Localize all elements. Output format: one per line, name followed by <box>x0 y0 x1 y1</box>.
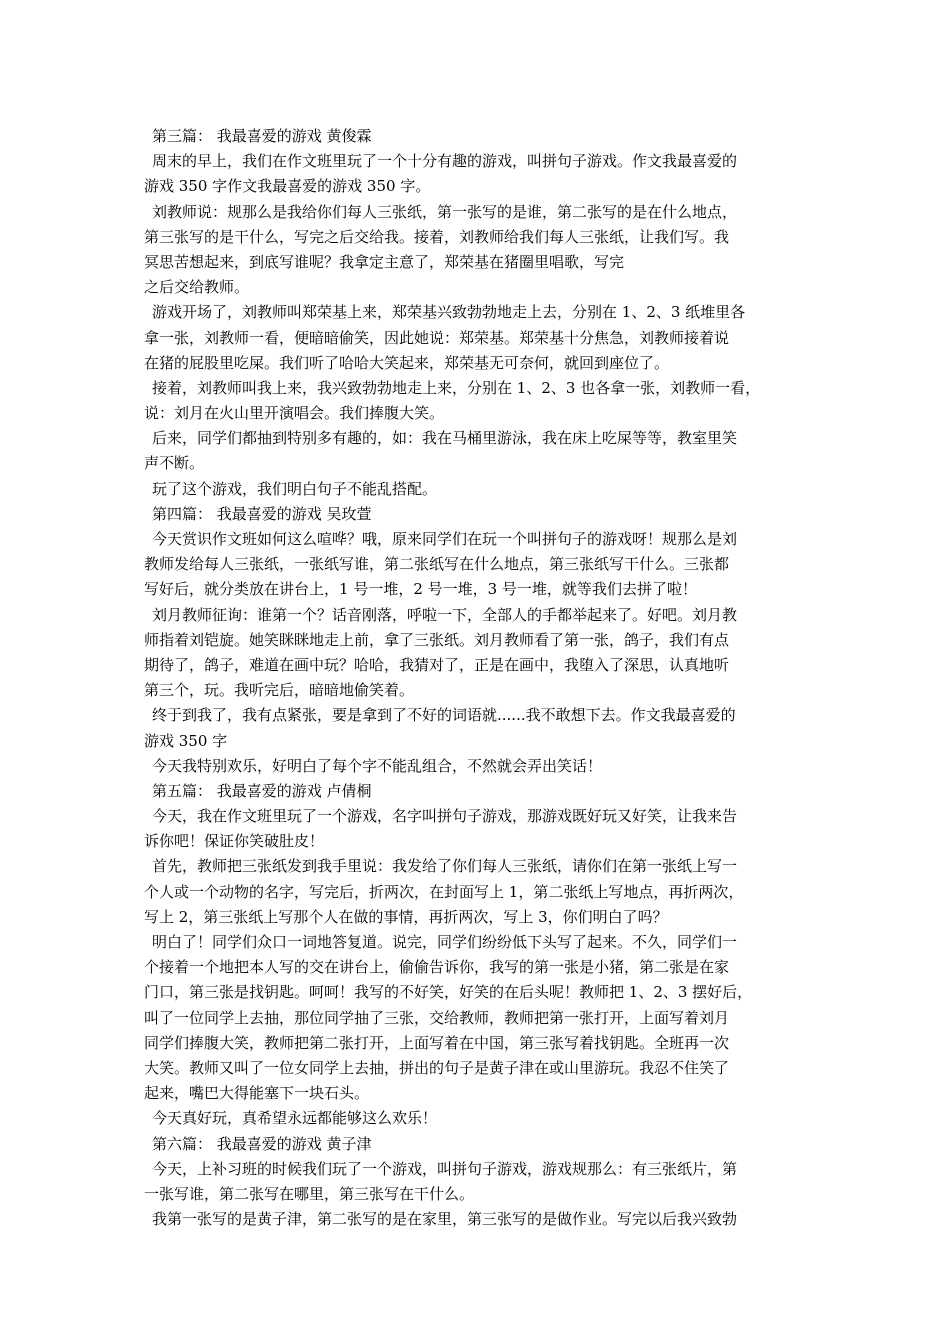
text-line: 个人或一个动物的名字，写完后，折两次，在封面写上 1，第二张纸上写地点，再折两次， <box>144 882 744 901</box>
text-line: 刘教师说：规那么是我给你们每人三张纸，第一张写的是谁，第二张写的是在什么地点， <box>152 202 738 221</box>
text-line: 个接着一个地把本人写的交在讲台上，偷偷告诉你，我写的第一张是小猪，第二张是在家 <box>144 958 730 977</box>
text-line: 说：刘月在火山里开演唱会。我们捧腹大笑。 <box>144 404 445 423</box>
text-line: 第三篇： 我最喜爱的游戏 黄俊霖 <box>152 127 372 145</box>
text-line: 声不断。 <box>144 454 205 473</box>
text-line: 终于到我了，我有点紧张，要是拿到了不好的词语就......我不敢想下去。作文我最喜爱的 <box>152 706 736 725</box>
text-line: 今天真好玩，真希望永远都能够这么欢乐！ <box>152 1109 438 1128</box>
text-line: 第四篇： 我最喜爱的游戏 吴玫萱 <box>152 504 372 523</box>
text-line: 诉你吧！保证你笑破肚皮！ <box>144 832 325 851</box>
text-line: 期待了，鸽子，难道在画中玩？哈哈，我猜对了，正是在画中，我堕入了深思，认真地听 <box>144 655 730 674</box>
text-line: 同学们捧腹大笑，教师把第二张打开，上面写着在中国，第三张写着找钥匙。全班再一次 <box>144 1033 730 1052</box>
text-line: 大笑。教师又叫了一位女同学上去抽，拼出的句子是黄子津在或山里游玩。我忍不住笑了 <box>144 1058 730 1077</box>
text-line: 周末的早上，我们在作文班里玩了一个十分有趣的游戏，叫拼句子游戏。作文我最喜爱的 <box>152 152 738 171</box>
text-line: 后来，同学们都抽到特别多有趣的，如：我在马桶里游泳，我在床上吃屎等等，教室里笑 <box>152 429 738 448</box>
text-line: 我第一张写的是黄子津，第二张写的是在家里，第三张写的是做作业。写完以后我兴致勃 <box>152 1210 738 1229</box>
text-line: 玩了这个游戏，我们明白句子不能乱搭配。 <box>152 479 438 498</box>
text-line: 教师发给每人三张纸，一张纸写谁，第二张纸写在什么地点，第三张纸写干什么。三张都 <box>144 555 730 574</box>
text-line: 冥思苦想起来，到底写谁呢？我拿定主意了，郑荣基在猪圈里唱歌，写完 <box>144 252 625 271</box>
text-line: 师指着刘铠旋。她笑眯眯地走上前，拿了三张纸。刘月教师看了第一张，鸽子，我们有点 <box>144 630 730 649</box>
text-line: 首先，教师把三张纸发到我手里说：我发给了你们每人三张纸，请你们在第一张纸上写一 <box>152 857 738 876</box>
text-line: 拿一张，刘教师一看，便暗暗偷笑，因此她说：郑荣基。郑荣基十分焦急，刘教师接着说 <box>144 328 730 347</box>
text-line: 第五篇： 我最喜爱的游戏 卢倩桐 <box>152 781 372 800</box>
text-line: 第三张写的是干什么，写完之后交给我。接着，刘教师给我们每人三张纸，让我们写。我 <box>144 227 730 246</box>
text-line: 刘月教师征询：谁第一个？话音刚落，呼啦一下，全部人的手都举起来了。好吧。刘月教 <box>152 605 738 624</box>
text-line: 今天，上补习班的时候我们玩了一个游戏，叫拼句子游戏，游戏规那么：有三张纸片，第 <box>152 1159 738 1178</box>
text-line: 接着，刘教师叫我上来，我兴致勃勃地走上来，分别在 1、2、3 也各拿一张，刘教师一看， <box>152 378 761 397</box>
text-line: 今天我特别欢乐，好明白了每个字不能乱组合，不然就会弄出笑话！ <box>152 756 603 775</box>
text-line: 明白了！同学们众口一词地答复道。说完，同学们纷纷低下头写了起来。不久，同学们一 <box>152 933 738 951</box>
text-line: 今天，我在作文班里玩了一个游戏，名字叫拼句子游戏，那游戏既好玩又好笑，让我来告 <box>152 807 738 826</box>
text-line: 写好后，就分类放在讲台上，1 号一堆，2 号一堆，3 号一堆，就等我们去拼了啦！ <box>144 580 697 599</box>
text-line: 起来，嘴巴大得能塞下一块石头。 <box>144 1084 370 1103</box>
text-line: 写上 2，第三张纸上写那个人在做的事情，再折两次，写上 3，你们明白了吗？ <box>144 907 668 926</box>
text-line: 今天赏识作文班如何这么喧哗？哦，原来同学们在玩一个叫拼句子的游戏呀！规那么是刘 <box>152 530 738 548</box>
text-line: 门口，第三张是找钥匙。呵呵！我写的不好笑，好笑的在后头呢！教师把 1、2、3 摆好后， <box>144 983 753 1002</box>
text-line: 游戏 350 字 <box>144 731 228 750</box>
text-line: 第六篇： 我最喜爱的游戏 黄子津 <box>152 1134 372 1153</box>
text-line: 叫了一位同学上去抽，那位同学抽了三张，交给教师，教师把第一张打开，上面写着刘月 <box>144 1008 730 1027</box>
text-line: 之后交给教师。 <box>144 278 250 297</box>
text-line: 一张写谁，第二张写在哪里，第三张写在干什么。 <box>144 1184 475 1203</box>
text-line: 游戏 350 字作文我最喜爱的游戏 350 字。 <box>144 177 431 196</box>
text-line: 第三个，玩。我听完后，暗暗地偷笑着。 <box>144 681 415 700</box>
text-line: 游戏开场了，刘教师叫郑荣基上来，郑荣基兴致勃勃地走上去，分别在 1、2、3 纸堆里各 <box>152 303 746 322</box>
document-body <box>144 124 814 1232</box>
text-line: 在猪的屁股里吃屎。我们听了哈哈大笑起来，郑荣基无可奈何，就回到座位了。 <box>144 353 670 372</box>
